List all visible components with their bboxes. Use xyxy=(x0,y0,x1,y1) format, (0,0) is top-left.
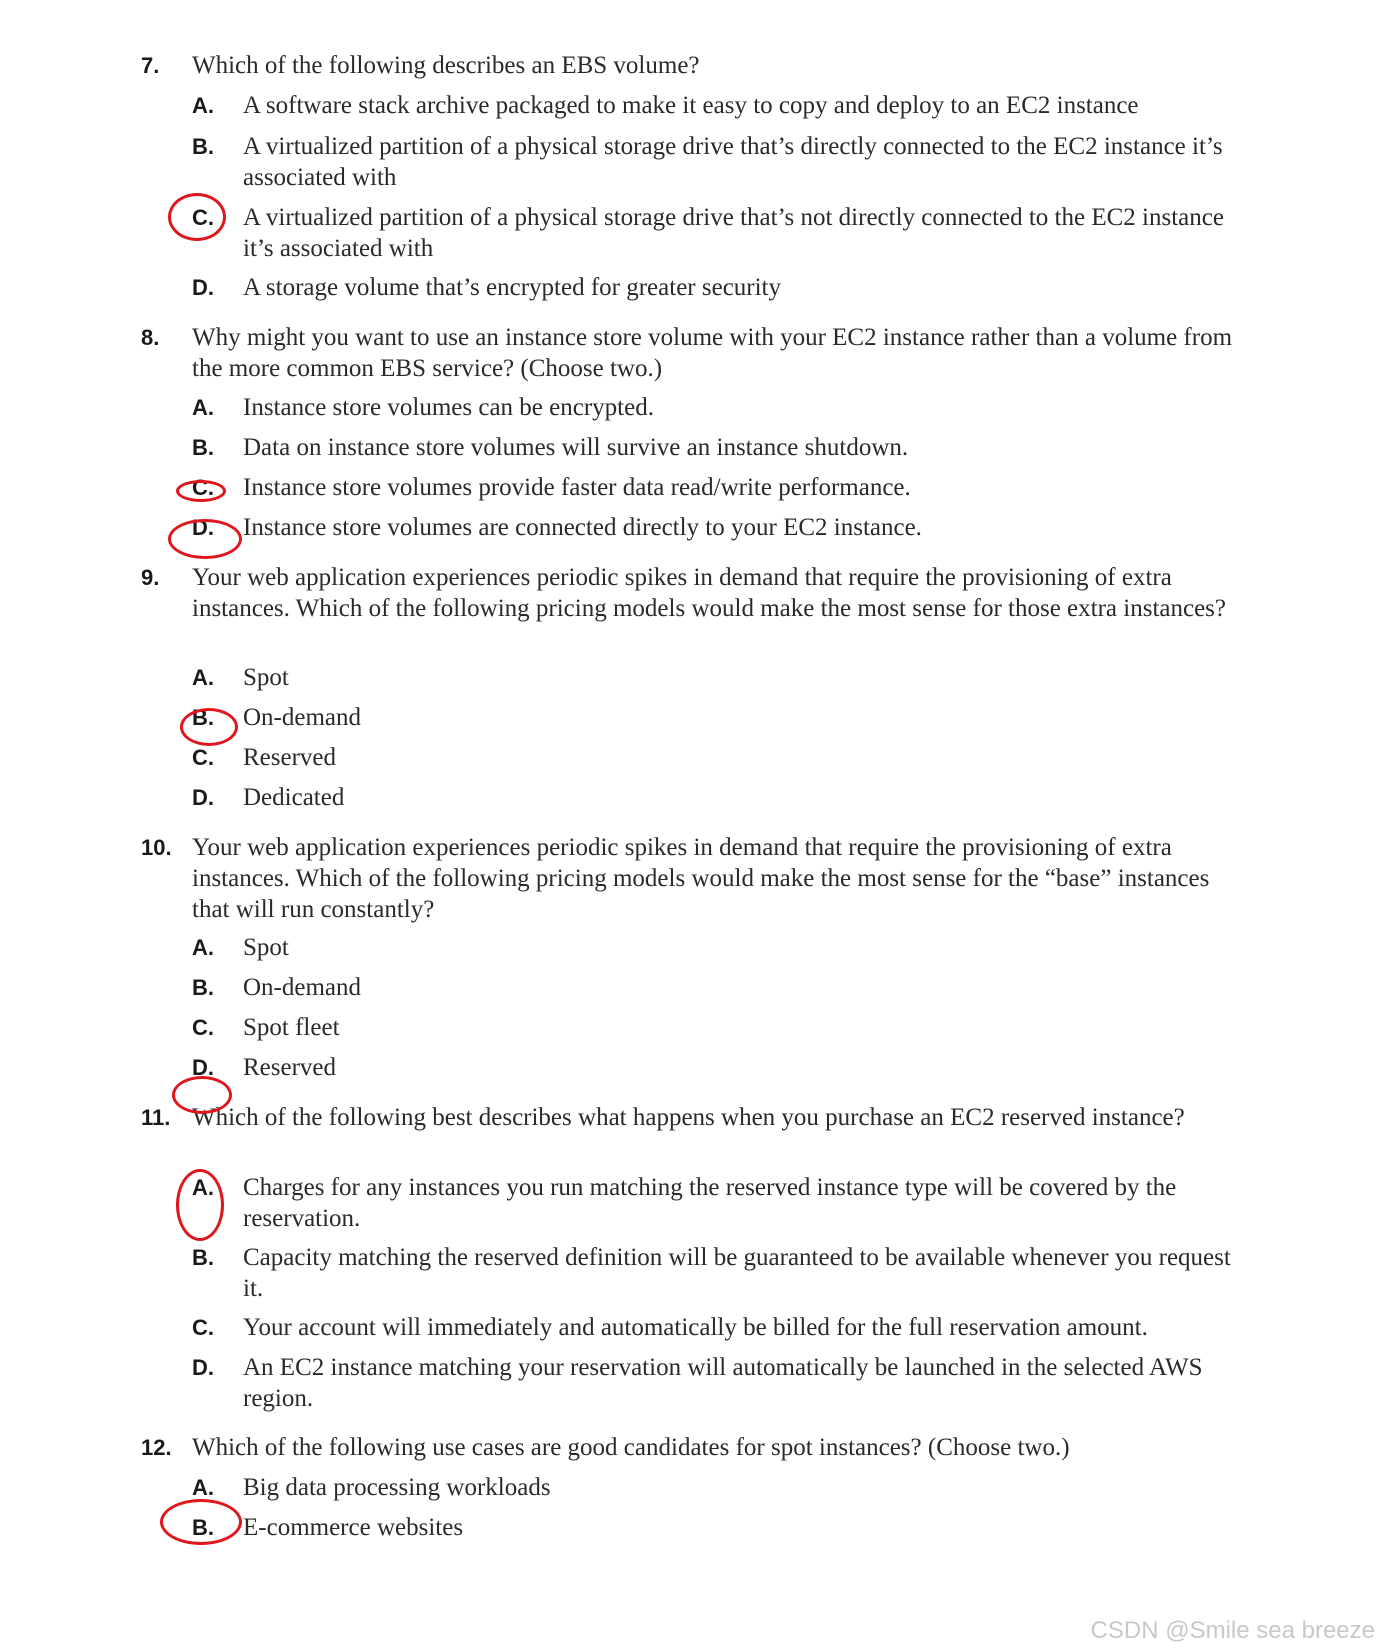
option-letter: D. xyxy=(192,1055,214,1080)
option-letter: D. xyxy=(192,515,214,540)
question-number: 8. xyxy=(141,325,160,350)
option-letter: A. xyxy=(192,665,214,690)
option-letter: A. xyxy=(192,1475,214,1500)
question-text: Which of the following use cases are good candidates for spot instances? (Choose two.) xyxy=(192,1434,1070,1461)
question-text: Which of the following best describes what happens when you purchase an EC2 reserved instance? xyxy=(192,1104,1185,1131)
option-letter: A. xyxy=(192,1175,214,1200)
option-text: Capacity matching the reserved definition will be guaranteed to be available whenever you request it. xyxy=(243,1244,1231,1302)
option-letter: B. xyxy=(192,705,214,730)
option-text: Spot fleet xyxy=(243,1014,340,1041)
option-letter: A. xyxy=(192,935,214,960)
question-number: 10. xyxy=(141,835,172,860)
question-number: 7. xyxy=(141,53,160,78)
option-text: Reserved xyxy=(243,1054,337,1081)
option-text: E-commerce websites xyxy=(243,1514,464,1541)
option-text: Instance store volumes provide faster data read/write performance. xyxy=(243,474,911,501)
option-letter: C. xyxy=(192,1315,214,1340)
option-text: Charges for any instances you run matching the reserved instance type will be covered by the reservation. xyxy=(243,1174,1177,1232)
question-number: 11. xyxy=(141,1105,171,1130)
option-text: An EC2 instance matching your reservation will automatically be launched in the selected AWS region. xyxy=(243,1354,1203,1412)
option-letter: D. xyxy=(192,785,214,810)
question-number: 9. xyxy=(141,565,160,590)
option-letter: B. xyxy=(192,435,214,460)
question-text: Which of the following describes an EBS volume? xyxy=(192,52,700,79)
option-text: Spot xyxy=(243,664,289,691)
option-letter: C. xyxy=(192,475,214,500)
option-text: Reserved xyxy=(243,744,337,771)
option-letter: B. xyxy=(192,134,214,159)
option-text: A virtualized partition of a physical storage drive that’s not directly connected to the EC2 instance it’s associated with xyxy=(243,204,1224,262)
option-letter: C. xyxy=(192,205,214,230)
option-text: A software stack archive packaged to make it easy to copy and deploy to an EC2 instance xyxy=(243,92,1139,119)
watermark: CSDN @Smile sea breeze xyxy=(1090,1617,1375,1644)
option-letter: D. xyxy=(192,1355,214,1380)
option-text: Data on instance store volumes will survive an instance shutdown. xyxy=(243,434,909,461)
option-letter: C. xyxy=(192,1015,214,1040)
option-text: Spot xyxy=(243,934,289,961)
option-text: Your account will immediately and automatically be billed for the full reservation amount. xyxy=(243,1314,1148,1341)
question-text: Why might you want to use an instance store volume with your EC2 instance rather than a volume from the more common EBS service? (Choose two.) xyxy=(192,324,1233,382)
option-text: Instance store volumes can be encrypted. xyxy=(243,394,654,421)
option-letter: C. xyxy=(192,745,214,770)
option-text: Instance store volumes are connected directly to your EC2 instance. xyxy=(243,514,922,541)
option-letter: B. xyxy=(192,1245,214,1270)
option-letter: B. xyxy=(192,975,214,1000)
option-text: Dedicated xyxy=(243,784,345,811)
option-letter: D. xyxy=(192,275,214,300)
option-text: A storage volume that’s encrypted for greater security xyxy=(243,274,782,301)
option-text: On-demand xyxy=(243,704,362,731)
question-text: Your web application experiences periodic spikes in demand that require the provisioning of extra instances. Which of the following pricing models would make the most sense for the “base” instances that will run constantly? xyxy=(192,834,1210,923)
option-text: Big data processing workloads xyxy=(243,1474,551,1501)
option-letter: A. xyxy=(192,93,214,118)
question-number: 12. xyxy=(141,1435,172,1460)
option-letter: A. xyxy=(192,395,214,420)
question-text: Your web application experiences periodic spikes in demand that require the provisioning of extra instances. Which of the following pricing models would make the most sense for those extra instances? xyxy=(192,564,1227,622)
option-text: A virtualized partition of a physical storage drive that’s directly connected to the EC2 instance it’s associated with xyxy=(243,133,1223,191)
option-text: On-demand xyxy=(243,974,362,1001)
option-letter: B. xyxy=(192,1515,214,1540)
